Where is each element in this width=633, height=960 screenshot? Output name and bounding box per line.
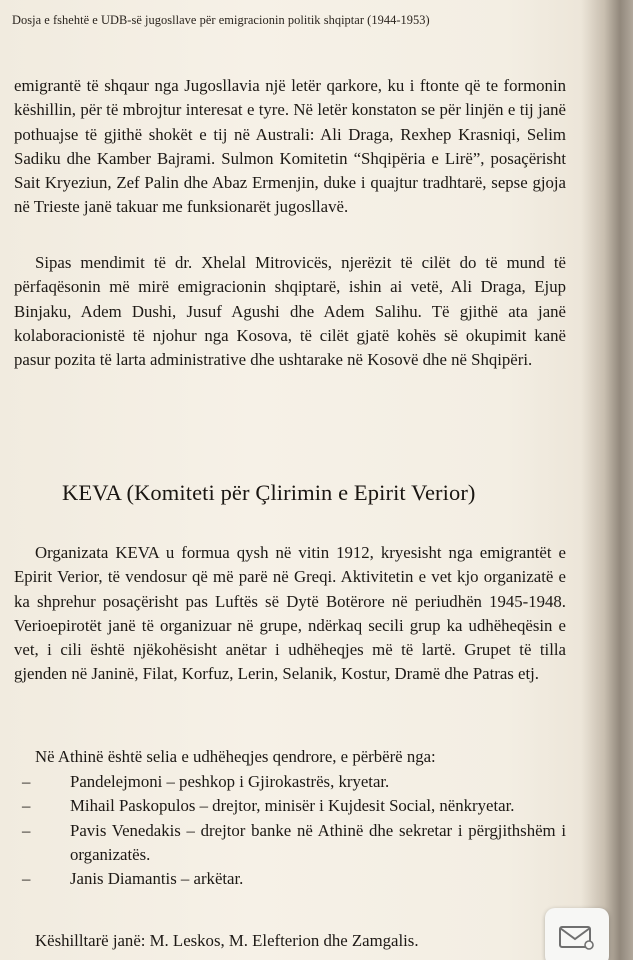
list-item-text: Janis Diamantis – arkëtar. — [70, 869, 244, 889]
paragraph-advisors: Këshilltarë janë: M. Leskos, M. Elefterion dhe Zamgalis. — [35, 931, 419, 950]
paragraph-keva-organization: Organizata KEVA u formua qysh në vitin 1912, kryesisht nga emigrantët e Epirit Verior, të vendosur që më parë në Greqi. Aktivitetin e vet kjo organizatë e ka shprehur posaçërisht pas Luftës së Dytë Botërore në periudhën 1945-1948. Verioepirotët janë të organizuar në grupe, ndërkaq secili grup ka udhëheqësin e vet, i cili është njëkohësisht anëtar i udhëheqjes më të lartë. Grupet të tilla gjenden në Janinë, Filat, Korfuz, Lerin, Selanik, Kostur, Dramë dhe Patras etj. — [14, 543, 566, 684]
list-dash: – — [22, 820, 31, 840]
running-header: Dosja e fshehtë e UDB-së jugosllave për emigracionin politik shqiptar (1944-1953) — [12, 13, 430, 27]
list-item — [14, 867, 566, 891]
list-item-text: Pavis Venedakis – drejtor banke në Athinë dhe sekretar i përgjithshëm i organizatës. — [70, 820, 566, 864]
envelope-icon — [559, 926, 595, 950]
message-button[interactable] — [545, 908, 609, 960]
paragraph-continuation: emigrantë të shqaur nga Jugosllavia një letër qarkore, ku i ftonte që te formonin këshillin, për të mbrojtur interesat e tyre. Në letër konstaton se për linjën e tij janë pothuajse të gjithë shokët e tij në Australi: Ali Draga, Rexhep Krasniqi, Selim Sadiku dhe Kamber Bajrami. Sulmon Komitetin “Shqipëria e Lirë”, posaçërisht Sait Kryeziun, Zef Palin dhe Abaz Ermenjin, duke i quajtur tradhtarë, sepse gjoja në Trieste janë takuar me funksionarët jugosllavë. — [14, 76, 566, 217]
paragraph-mitrovica-opinion: Sipas mendimit të dr. Xhelal Mitrovicës, njerëzit të cilët do të mund të përfaqësonin më mirë emigracionin shqiptarë, ishin ai vetë, Ali Draga, Ejup Binjaku, Adem Dushi, Jusuf Agushi dhe Adem Salihu. Të gjithë ata janë kolaboracionistë të njohur nga Kosova, të cilët gjatë kohës së okupimit kanë pasur pozita të larta administrative dhe ushtarake në Kosovë dhe në Shqipëri. — [14, 253, 566, 370]
list-item — [14, 819, 566, 868]
paragraph-athens-leadership: Në Athinë është selia e udhëheqjes qendrore, e përbërë nga: — [35, 747, 436, 766]
list-item-text: Mihail Paskopulos – drejtor, minisër i Kujdesit Social, nënkryetar. — [70, 796, 515, 816]
section-heading-keva: KEVA (Komiteti për Çlirimin e Epirit Verior) — [62, 480, 476, 505]
list-dash: – — [22, 796, 31, 816]
leadership-list — [14, 770, 566, 891]
list-item — [14, 794, 566, 818]
list-dash: – — [22, 869, 31, 889]
page-gutter-shadow — [581, 0, 633, 960]
list-item — [14, 770, 566, 794]
list-dash: – — [22, 772, 31, 791]
list-item-text: Pandelejmoni – peshkop i Gjirokastrës, kryetar. — [70, 772, 390, 791]
